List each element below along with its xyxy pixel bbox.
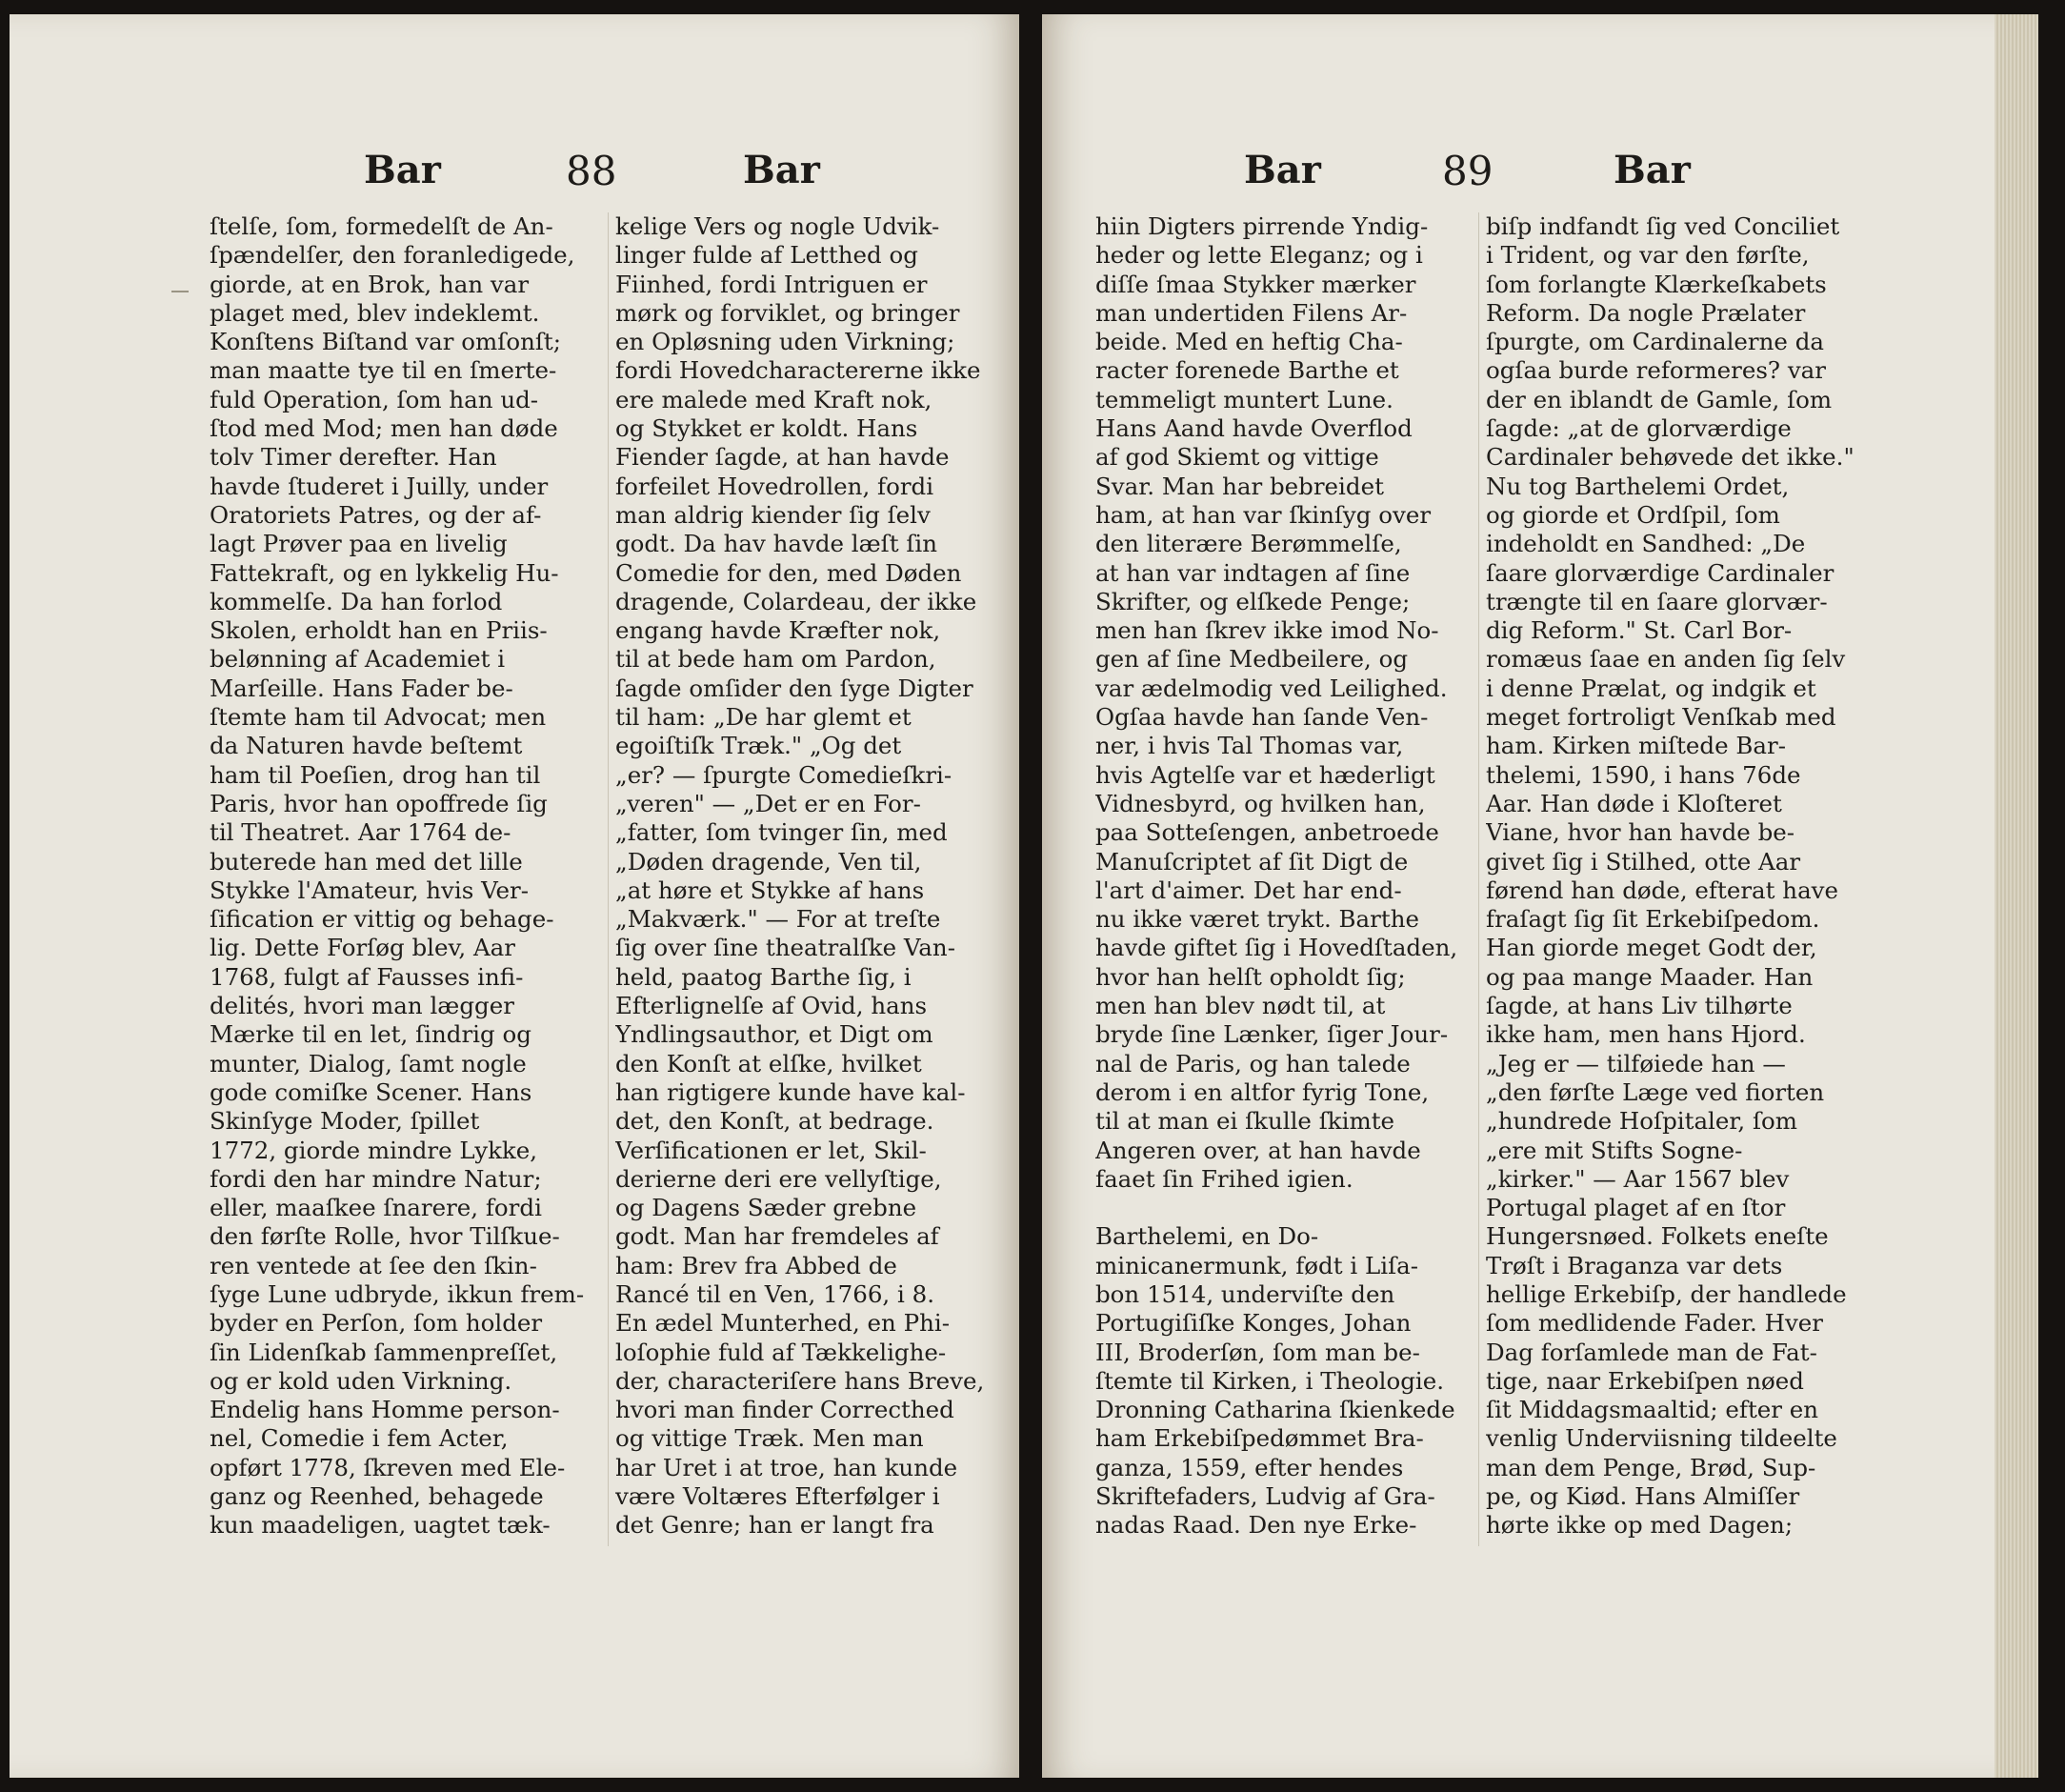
text-line: til Theatret. Aar 1764 de- (210, 818, 511, 847)
text-line: ſaare glorværdige Cardinaler (1486, 558, 1834, 587)
text-line: Skrifter, og elſkede Penge; (1095, 587, 1411, 615)
text-line: da Naturen havde beſtemt (210, 732, 523, 760)
text-line: men han ſkrev ikke imod No- (1095, 616, 1439, 645)
text-line: hiin Digters pirrende Yndig- (1095, 212, 1429, 240)
text-line: dragende, Colardeau, der ikke (615, 587, 977, 615)
text-line: Nu tog Barthelemi Ordet, (1486, 472, 1790, 500)
text-line: Manuſcriptet af ſit Digt de (1095, 847, 1409, 876)
text-line: munter, Dialog, ſamt nogle (210, 1049, 527, 1077)
text-line: ſom forlangte Klærkeſkabets (1486, 270, 1827, 298)
text-line: ſom medlidende Fader. Hver (1486, 1309, 1823, 1338)
text-line: og Dagens Sæder grebne (615, 1194, 917, 1222)
left-column-1 (210, 212, 602, 1540)
text-line: Svar. Man har bebreidet (1095, 472, 1384, 500)
text-line: til at bede ham om Pardon, (615, 645, 936, 674)
text-line: delités, hvori man lægger (210, 992, 514, 1020)
text-line: paa Sotteſengen, anbetroede (1095, 818, 1439, 847)
text-line: førend han døde, efterat have (1486, 876, 1839, 904)
text-line: ren ventede at ſee den ſkin- (210, 1251, 537, 1279)
text-line: „kirker." — Aar 1567 blev (1486, 1164, 1790, 1193)
text-line: „den førſte Læge ved fiorten (1486, 1077, 1825, 1106)
text-line: Marſeille. Hans Fader be- (210, 674, 513, 702)
text-line: kelige Vers og nogle Udvik- (615, 212, 940, 240)
text-line: og vittige Træk. Men man (615, 1424, 924, 1453)
text-line: Stykke l'Amateur, hvis Ver- (210, 876, 530, 904)
text-line: Skinſyge Moder, ſpillet (210, 1107, 480, 1136)
text-line: hellige Erkebiſp, der handlede (1486, 1279, 1847, 1308)
right-header-keyword: Bar (1244, 148, 1321, 192)
text-line: man undertiden Filens Ar- (1095, 298, 1408, 327)
text-line: Verſificationen er let, Skil- (615, 1136, 927, 1164)
text-line: „Makværk." — For at treſte (615, 905, 941, 934)
text-line: heder og lette Eleganz; og i (1095, 241, 1423, 270)
text-line: faaet ſin Frihed igien. (1095, 1164, 1353, 1193)
text-line: III, Broderſøn, ſom man be- (1095, 1338, 1420, 1366)
text-line: til ham: „De har glemt et (615, 703, 912, 732)
text-line: ſit Middagsmaaltid; efter en (1486, 1396, 1819, 1424)
text-line: venlig Underviisning tildeelte (1486, 1424, 1837, 1453)
text-line: En ædel Munterhed, en Phi- (615, 1309, 950, 1338)
text-line: Comedie for den, med Døden (615, 558, 962, 587)
text-line: ſagde omſider den ſyge Digter (615, 674, 973, 702)
text-line: det, den Konſt, at bedrage. (615, 1107, 934, 1136)
text-line: der, characteriſere hans Breve, (615, 1366, 985, 1395)
text-line: belønning af Academiet i (210, 645, 506, 674)
text-line: Angeren over, at han havde (1095, 1136, 1421, 1164)
text-line: derom i en altfor fyrig Tone, (1095, 1077, 1430, 1106)
text-line: Fiender ſagde, at han havde (615, 443, 950, 472)
text-line: Reform. Da nogle Prælater (1486, 298, 1806, 327)
text-line: buterede han med det lille (210, 847, 523, 876)
text-line: nu ikke været trykt. Barthe (1095, 905, 1419, 934)
text-line: havde ſtuderet i Juilly, under (210, 472, 549, 500)
text-line: nal de Paris, og han talede (1095, 1049, 1411, 1077)
text-line: indeholdt en Sandhed: „De (1486, 530, 1806, 558)
text-line: ham Erkebiſpedømmet Bra- (1095, 1424, 1424, 1453)
text-line: og paa mange Maader. Han (1486, 962, 1814, 991)
text-line: det Genre; han er langt fra (615, 1511, 934, 1540)
text-line: ner, i hvis Tal Thomas var, (1095, 732, 1404, 760)
text-line: diſſe ſmaa Stykker mærker (1095, 270, 1416, 298)
text-line: tolv Timer derefter. Han (210, 443, 497, 472)
text-line: ſagde: „at de glorværdige (1486, 414, 1792, 443)
text-line: Trøſt i Braganza var dets (1486, 1251, 1783, 1279)
text-line: Fiinhed, fordi Intriguen er (615, 270, 928, 298)
text-line: Rancé til en Ven, 1766, i 8. (615, 1279, 934, 1308)
text-line: lagt Prøver paa en livelig (210, 530, 508, 558)
right-column-2 (1486, 212, 1878, 1540)
text-line: Portugal plaget af en ſtor (1486, 1194, 1786, 1222)
text-line: byder en Perſon, ſom holder (210, 1309, 543, 1338)
text-line: engang havde Kræfter nok, (615, 616, 941, 645)
text-line: opført 1778, ſkreven med Ele- (210, 1453, 566, 1481)
text-line: biſp indfandt ſig ved Conciliet (1486, 212, 1840, 240)
text-line: Aar. Han døde i Kloſteret (1486, 789, 1782, 817)
text-line: dig Reform." St. Carl Bor- (1486, 616, 1793, 645)
text-line: forfeilet Hovedrollen, fordi (615, 472, 934, 500)
text-line: Cardinaler behøvede det ikke." (1486, 443, 1854, 472)
right-page (1042, 14, 2038, 1778)
text-line: ganza, 1559, efter hendes (1095, 1453, 1404, 1481)
text-line (1095, 1194, 1474, 1222)
text-line: 1768, fulgt af Fausses infi- (210, 962, 524, 991)
text-line: ham til Poeſien, drog han til (210, 760, 541, 789)
left-page (10, 14, 1019, 1778)
text-line: og Stykket er koldt. Hans (615, 414, 918, 443)
text-line: Dag forſamlede man de Fat- (1486, 1338, 1817, 1366)
text-line: Viane, hvor han havde be- (1486, 818, 1795, 847)
text-line: „ere mit Stifts Sogne- (1486, 1136, 1743, 1164)
text-line: „Døden dragende, Ven til, (615, 847, 922, 876)
text-line: l'art d'aimer. Det har end- (1095, 876, 1402, 904)
text-line: bon 1514, underviſte den (1095, 1279, 1395, 1308)
text-line: Hungersnøed. Folkets eneſte (1486, 1222, 1829, 1251)
text-line: kommelſe. Da han forlod (210, 587, 503, 615)
text-line: Endelig hans Homme person- (210, 1396, 560, 1424)
text-line: ſagde, at hans Liv tilhørte (1486, 992, 1793, 1020)
text-line: „Jeg er — tilføiede han — (1486, 1049, 1786, 1077)
right-header-keyword-right: Bar (1614, 148, 1691, 192)
text-line: Portugiſiſke Konges, Johan (1095, 1309, 1412, 1338)
text-line: ſtod med Mod; men han døde (210, 414, 558, 443)
text-line: derierne deri ere vellyſtige, (615, 1164, 942, 1193)
text-line: at han var indtagen af ſine (1095, 558, 1411, 587)
text-line: Hans Aand havde Overflod (1095, 414, 1413, 443)
text-line: ſig over ſine theatralſke Van- (615, 934, 955, 962)
text-line: den literære Berømmelſe, (1095, 530, 1402, 558)
text-line: til at man ei ſkulle ſkimte (1095, 1107, 1395, 1136)
text-line: minicanermunk, født i Liſa- (1095, 1251, 1419, 1279)
text-line: der en iblandt de Gamle, ſom (1486, 385, 1833, 413)
text-line: den førſte Rolle, hvor Tilſkue- (210, 1222, 560, 1251)
text-line: ogſaa burde reformeres? var (1486, 356, 1826, 385)
text-line: romæus ſaae en anden ſig ſelv (1486, 645, 1846, 674)
margin-mark (171, 291, 189, 292)
text-line: plaget med, blev indeklemt. (210, 298, 540, 327)
text-line: pe, og Kiød. Hans Almiſſer (1486, 1482, 1800, 1511)
text-line: var ædelmodig ved Leilighed. (1095, 674, 1448, 702)
text-line: og er kold uden Virkning. (210, 1366, 512, 1395)
text-line: Efterlignelſe af Ovid, hans (615, 992, 928, 1020)
text-line: giorde, at en Brok, han var (210, 270, 530, 298)
text-line: men han blev nødt til, at (1095, 992, 1386, 1020)
text-line: Skriftefaders, Ludvig af Gra- (1095, 1482, 1435, 1511)
text-line: ſtelſe, ſom, formedelſt de An- (210, 212, 553, 240)
text-line: ſpændelſer, den foranledigede, (210, 241, 575, 270)
text-line: trængte til en ſaare glorvær- (1486, 587, 1828, 615)
text-line: ikke ham, men hans Hjord. (1486, 1020, 1806, 1049)
text-line: loſophie fuld af Tækkelighe- (615, 1338, 947, 1366)
column-divider (608, 212, 609, 1546)
text-line: Skolen, erholdt han en Priis- (210, 616, 548, 645)
text-line: kun maadeligen, uagtet tæk- (210, 1511, 551, 1540)
text-line: temmeligt muntert Lune. (1095, 385, 1393, 413)
text-line: Konſtens Biſtand var omſonſt; (210, 328, 562, 356)
text-line: „hundrede Hoſpitaler, ſom (1486, 1107, 1798, 1136)
text-line: være Voltæres Efterfølger i (615, 1482, 940, 1511)
text-line: man maatte tye til en ſmerte- (210, 356, 557, 385)
text-line: godt. Da hav havde læſt ſin (615, 530, 938, 558)
text-line: man dem Penge, Brød, Sup- (1486, 1453, 1816, 1481)
text-line: ſification er vittig og behage- (210, 905, 554, 934)
text-line: 1772, giorde mindre Lykke, (210, 1136, 538, 1164)
text-line: „fatter, ſom tvinger ſin, med (615, 818, 948, 847)
text-line: man aldrig kiender ſig ſelv (615, 500, 931, 529)
text-line: bryde ſine Lænker, ſiger Jour- (1095, 1020, 1449, 1049)
right-column-1 (1095, 212, 1474, 1540)
text-line: „at høre et Stykke af hans (615, 876, 925, 904)
text-line: Dronning Catharina ſkienkede (1095, 1396, 1455, 1424)
left-page-number: 88 (566, 148, 617, 194)
text-line: i Trident, og var den førſte, (1486, 241, 1810, 270)
text-line: „veren" — „Det er en For- (615, 789, 921, 817)
text-line: mørk og forviklet, og bringer (615, 298, 960, 327)
left-column-2 (615, 212, 994, 1540)
text-line: fordi Hovedcharactererne ikke (615, 356, 981, 385)
text-line: meget fortroligt Venſkab med (1486, 703, 1836, 732)
text-line: af god Skiemt og vittige (1095, 443, 1379, 472)
text-line: ere malede med Kraft nok, (615, 385, 932, 413)
text-line: Fattekraft, og en lykkelig Hu- (210, 558, 559, 587)
text-line: fraſagt ſig ſit Erkebiſpedom. (1486, 905, 1820, 934)
left-header-keyword: Bar (364, 148, 441, 192)
left-header-keyword-right: Bar (743, 148, 820, 192)
text-line: har Uret i at troe, han kunde (615, 1453, 958, 1481)
text-line: godt. Man har fremdeles af (615, 1222, 939, 1251)
text-line: linger fulde af Letthed og (615, 241, 918, 270)
text-line: en Opløsning uden Virkning; (615, 328, 955, 356)
text-line: ham: Brev fra Abbed de (615, 1251, 897, 1279)
text-line: Vidnesbyrd, og hvilken han, (1095, 789, 1426, 817)
text-line: ſtemte til Kirken, i Theologie. (1095, 1366, 1445, 1395)
text-line: nel, Comedie i fem Acter, (210, 1424, 509, 1453)
text-line: gode comiſke Scener. Hans (210, 1077, 532, 1106)
text-line: hvori man finder Correcthed (615, 1396, 954, 1424)
text-line: gen af ſine Medbeilere, og (1095, 645, 1409, 674)
text-line: fuld Operation, ſom han ud- (210, 385, 539, 413)
text-line: nadas Raad. Den nye Erke- (1095, 1511, 1417, 1540)
text-line: Yndlingsauthor, et Digt om (615, 1020, 933, 1049)
text-line: havde giftet ſig i Hovedſtaden, (1095, 934, 1458, 962)
text-line: hvis Agtelſe var et hæderligt (1095, 760, 1435, 789)
text-line: hørte ikke op med Dagen; (1486, 1511, 1794, 1540)
text-line: ham, at han var ſkinſyg over (1095, 500, 1432, 529)
text-line: Paris, hvor han opoffrede ſig (210, 789, 548, 817)
text-line: thelemi, 1590, i hans 76de (1486, 760, 1801, 789)
column-divider (1478, 212, 1479, 1546)
text-line: tige, naar Erkebiſpen nøed (1486, 1366, 1804, 1395)
text-line: i denne Prælat, og indgik et (1486, 674, 1816, 702)
text-line: ſtemte ham til Advocat; men (210, 703, 547, 732)
text-line: Han giorde meget Godt der, (1486, 934, 1817, 962)
text-line: Mærke til en let, ſindrig og (210, 1020, 531, 1049)
text-line: ſpurgte, om Cardinalerne da (1486, 328, 1824, 356)
text-line: ſyge Lune udbryde, ikkun frem- (210, 1279, 585, 1308)
text-line: eller, maaſkee ſnarere, fordi (210, 1194, 542, 1222)
text-line: „er? — ſpurgte Comedieſkri- (615, 760, 952, 789)
text-line: ſin Lidenſkab ſammenpreſſet, (210, 1338, 558, 1366)
text-line: givet ſig i Stilhed, otte Aar (1486, 847, 1801, 876)
text-line: han rigtigere kunde have kal- (615, 1077, 966, 1106)
text-line: Ogſaa havde han ſande Ven- (1095, 703, 1429, 732)
text-line: ganz og Reenhed, behagede (210, 1482, 544, 1511)
text-line: og giorde et Ordſpil, ſom (1486, 500, 1780, 529)
text-line: den Konſt at elſke, hvilket (615, 1049, 922, 1077)
text-line: hvor han helſt opholdt ſig; (1095, 962, 1406, 991)
text-line: beide. Med en heftig Cha- (1095, 328, 1403, 356)
right-page-number: 89 (1442, 148, 1494, 194)
text-line: egoiſtiſk Træk." „Og det (615, 732, 902, 760)
text-line: racter forenede Barthe et (1095, 356, 1399, 385)
text-line: fordi den har mindre Natur; (210, 1164, 542, 1193)
text-line: ham. Kirken miſtede Bar- (1486, 732, 1787, 760)
text-line: Barthelemi, en Do- (1095, 1222, 1319, 1251)
text-line: held, paatog Barthe ſig, i (615, 962, 912, 991)
text-line: Oratoriets Patres, og der af- (210, 500, 542, 529)
text-line: lig. Dette Forſøg blev, Aar (210, 934, 516, 962)
